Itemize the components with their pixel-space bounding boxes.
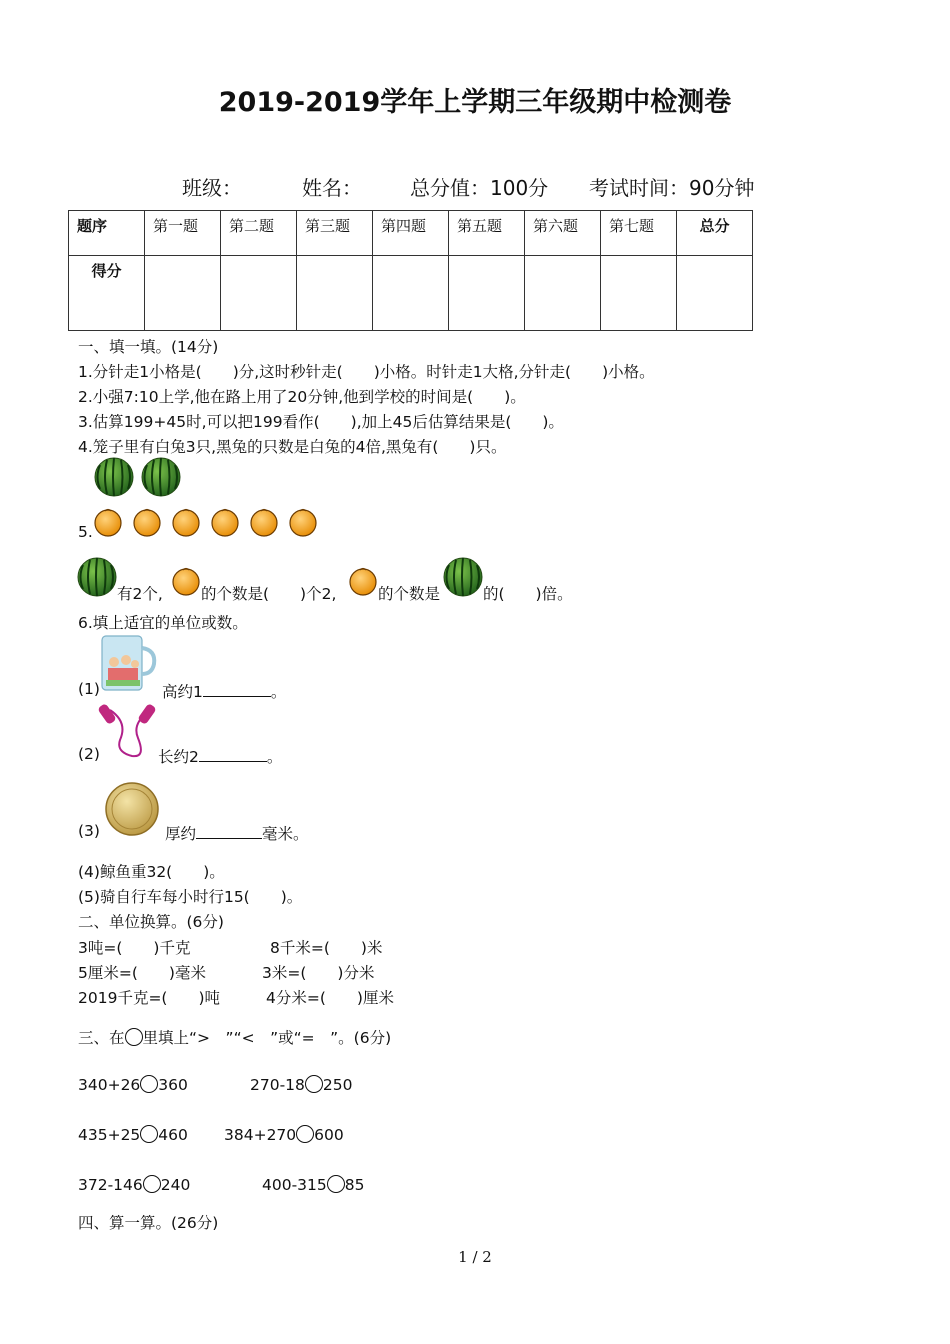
watermelon-icon <box>78 558 116 596</box>
orange-icon <box>290 510 316 537</box>
question-6-5: (5)骑自行车每小时行15( )。 <box>78 888 303 906</box>
question-6-3-unit: 毫米。 <box>262 825 309 843</box>
compare-item <box>250 1075 353 1094</box>
compare-item <box>262 1175 365 1194</box>
conversion-item: 3吨=( )千克 <box>78 939 191 957</box>
compare-circle[interactable] <box>305 1075 323 1093</box>
section-3-heading-a: 三、在 <box>78 1029 125 1047</box>
header-cell: 第三题 <box>297 211 373 256</box>
jump-rope-icon <box>98 702 158 764</box>
question-6-3-line <box>165 822 309 844</box>
conversion-item: 8千米=( )米 <box>270 939 383 957</box>
exam-time-label: 考试时间：90分钟 <box>589 176 755 200</box>
compare-circle[interactable] <box>140 1125 158 1143</box>
question-6-3-text: 厚约 <box>165 825 197 843</box>
compare-circle[interactable] <box>140 1075 158 1093</box>
header-cell: 题序 <box>69 211 145 256</box>
orange-icon <box>134 510 160 537</box>
question-2: 2.小强7:10上学,他在路上用了20分钟,他到学校的时间是( )。 <box>78 388 526 406</box>
answer-blank[interactable] <box>196 824 262 839</box>
orange-icon <box>251 510 277 537</box>
question-4: 4.笼子里有白兔3只,黑兔的只数是白兔的4倍,黑兔有( )只。 <box>78 438 507 456</box>
question-6-2-text: 长约2 <box>158 748 199 766</box>
compare-item <box>78 1075 188 1094</box>
header-cell: 第一题 <box>145 211 221 256</box>
question-6-2-line <box>158 745 282 767</box>
compare-circle[interactable] <box>296 1125 314 1143</box>
total-score-label: 总分值：100分 <box>410 176 549 200</box>
section-2-heading: 二、单位换算。(6分) <box>78 913 224 931</box>
coin-icon <box>104 781 164 841</box>
compare-right: 460 <box>158 1126 188 1144</box>
conversion-item: 5厘米=( )毫米 <box>78 964 206 982</box>
compare-circle[interactable] <box>327 1175 345 1193</box>
class-label: 班级： <box>182 176 242 200</box>
conversion-item: 3米=( )分米 <box>262 964 375 982</box>
question-1: 1.分针走1小格是( )分,这时秒针走( )小格。时针走1大格,分针走( )小格。 <box>78 363 655 381</box>
question-6-4: (4)鲸鱼重32( )。 <box>78 863 225 881</box>
question-5-number: 5. <box>78 523 93 541</box>
question-5-text-c: 的个数是 <box>378 585 441 603</box>
header-cell: 第六题 <box>525 211 601 256</box>
question-5-text-a: 有2个, <box>117 585 163 603</box>
question-5-pictures <box>0 0 950 620</box>
conversion-item: 2019千克=( )吨 <box>78 989 221 1007</box>
watermelon-icon <box>142 458 180 496</box>
watermelon-icon <box>95 458 133 496</box>
page-number: 1 / 2 <box>458 1248 492 1266</box>
compare-right: 600 <box>314 1126 344 1144</box>
compare-left: 372-146 <box>78 1176 143 1194</box>
conversion-item: 4分米=( )厘米 <box>266 989 394 1007</box>
name-label: 姓名： <box>302 176 362 200</box>
answer-blank[interactable] <box>203 682 271 697</box>
header-cell: 第二题 <box>221 211 297 256</box>
period: 。 <box>266 748 283 766</box>
question-5-text-b: 的个数是( )个2, <box>201 585 337 603</box>
compare-left: 340+26 <box>78 1076 141 1094</box>
section-3-heading <box>78 1026 391 1048</box>
period: 。 <box>270 683 287 701</box>
compare-right: 85 <box>344 1176 365 1194</box>
compare-item <box>78 1175 190 1194</box>
orange-icon <box>95 510 121 537</box>
question-6: 6.填上适宜的单位或数。 <box>78 614 248 632</box>
answer-blank[interactable] <box>199 747 267 762</box>
exam-title: 2019-2019学年上学期三年级期中检测卷 <box>218 87 732 118</box>
circle-placeholder-icon <box>125 1028 143 1046</box>
question-3: 3.估算199+45时,可以把199看作( ),加上45后估算结果是( )。 <box>78 413 564 431</box>
header-cell: 第五题 <box>449 211 525 256</box>
section-1-heading: 一、填一填。(14分) <box>78 338 219 356</box>
watermelon-icon <box>444 558 482 596</box>
question-6-3-number: (3) <box>78 822 100 840</box>
compare-item <box>78 1125 188 1144</box>
compare-right: 240 <box>160 1176 191 1194</box>
question-5-text-d: 的( )倍。 <box>483 585 573 603</box>
orange-icon <box>173 510 199 537</box>
compare-left: 384+270 <box>224 1126 297 1144</box>
question-6-1-number: (1) <box>78 680 100 698</box>
question-6-2-number: (2) <box>78 745 100 763</box>
compare-left: 400-315 <box>262 1176 327 1194</box>
compare-item <box>224 1125 344 1144</box>
compare-right: 360 <box>158 1076 188 1094</box>
section-3-heading-b: 里填上“> ”“< ”或“= ”。(6分) <box>142 1029 392 1047</box>
compare-left: 270-18 <box>250 1076 305 1094</box>
compare-circle[interactable] <box>143 1175 161 1193</box>
orange-icon <box>173 569 199 596</box>
cup-icon <box>100 632 160 694</box>
orange-icon <box>350 569 376 596</box>
question-6-1-line <box>162 680 286 702</box>
compare-right: 250 <box>322 1076 353 1094</box>
question-6-1-text: 高约1 <box>162 683 203 701</box>
orange-icon <box>212 510 238 537</box>
header-cell: 第七题 <box>601 211 677 256</box>
compare-left: 435+25 <box>78 1126 141 1144</box>
row-label-cell: 得分 <box>69 256 145 331</box>
section-4-heading: 四、算一算。(26分) <box>78 1214 219 1232</box>
header-cell: 第四题 <box>373 211 449 256</box>
header-cell: 总分 <box>677 211 753 256</box>
